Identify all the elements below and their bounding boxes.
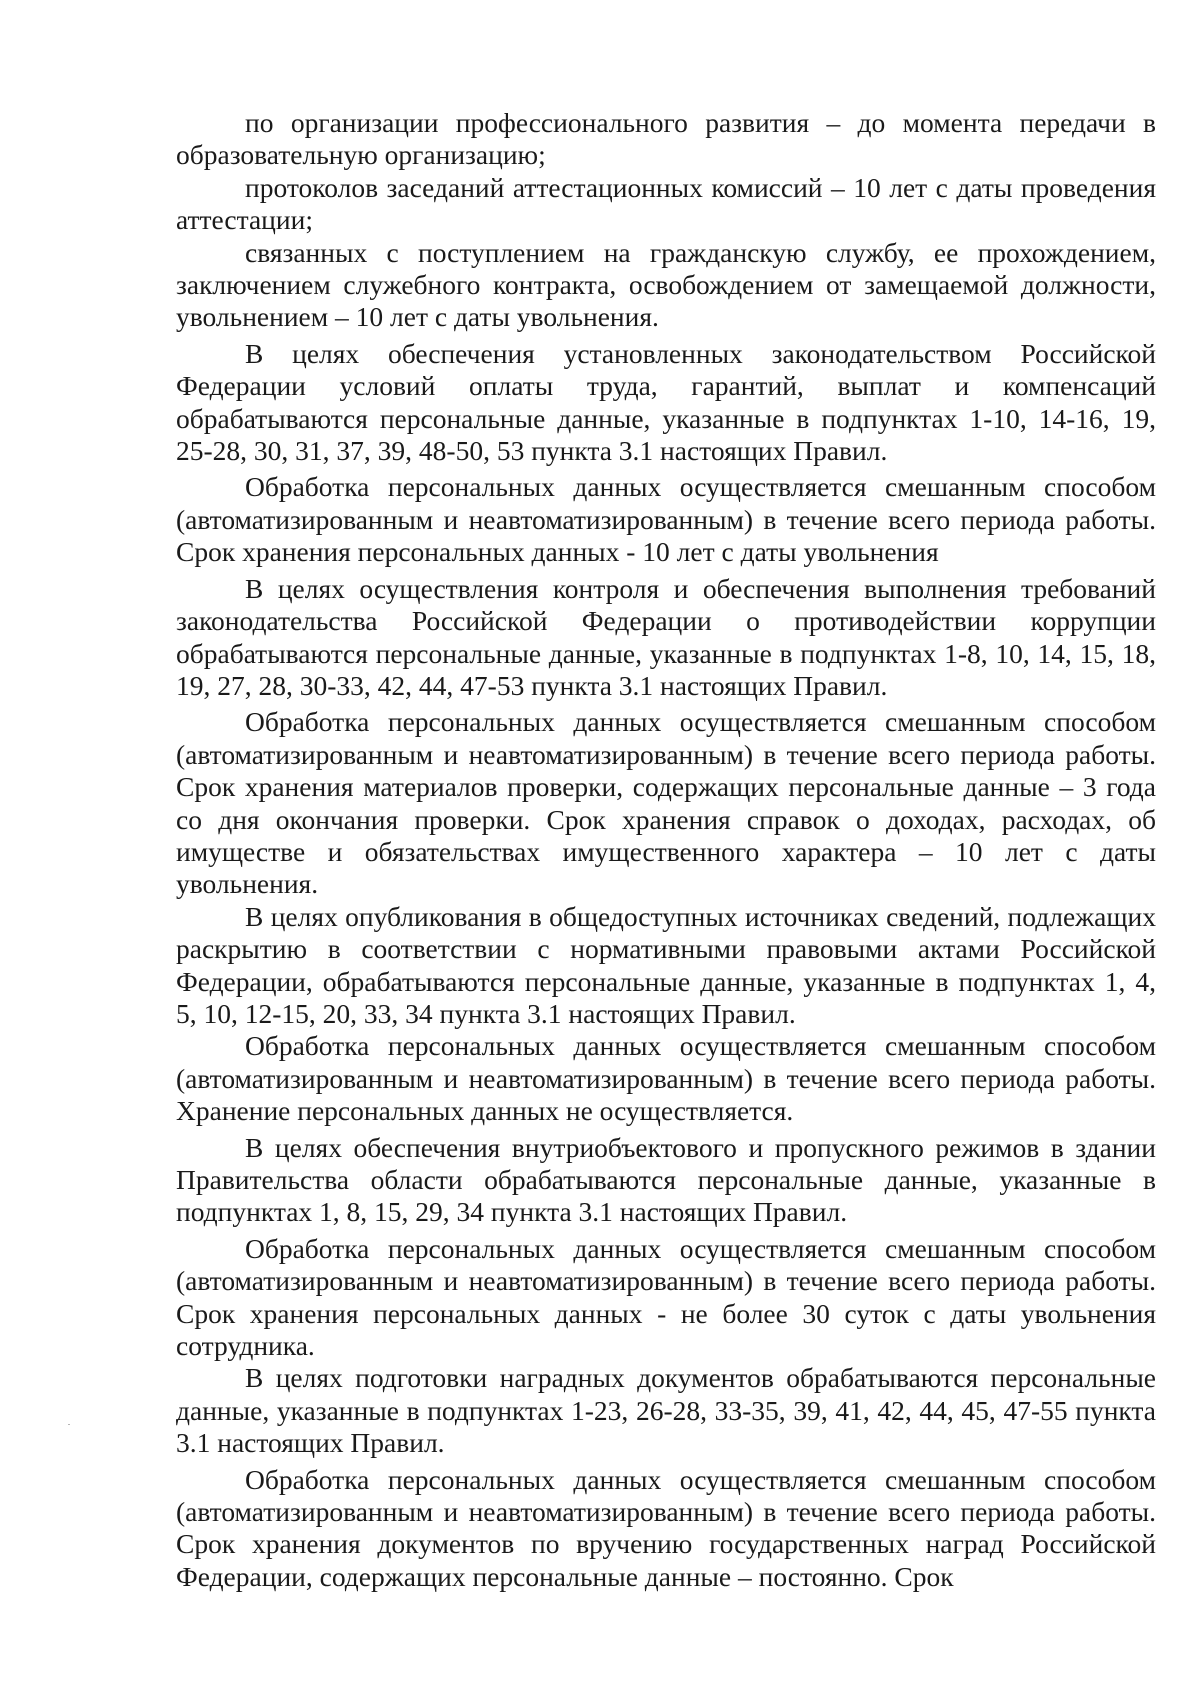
paragraph-processing-remuneration: Обработка персональных данных осуществляется смешанным способом (автоматизированным и неавтоматизированным) в течение всего периода работы. Срок хранения персональных данных - 10 лет с даты увольнения	[176, 471, 1156, 568]
paragraph-processing-awards: Обработка персональных данных осуществляется смешанным способом (автоматизированным и неавтоматизированным) в течение всего периода работы. Срок хранения документов по вручению государственных наград Российской Федерации, содержащих персональные данные – постоянно. Срок	[176, 1463, 1156, 1592]
paragraph-processing-access-control: Обработка персональных данных осуществляется смешанным способом (автоматизированным и неавтоматизированным) в течение всего периода работы. Срок хранения персональных данных - не более 30 суток с даты увольнения сотрудника.	[176, 1232, 1156, 1362]
paragraph-civil-service: связанных с поступлением на гражданскую службу, ее прохождением, заключением служебного контракта, освобождением от замещаемой должности, увольнением – 10 лет с даты увольнения.	[176, 236, 1156, 333]
scan-artifact	[68, 1424, 70, 1425]
paragraph-access-control: В целях обеспечения внутриобъектового и пропускного режимов в здании Правительства области обрабатываются персональные данные, указанные в подпунктах 1, 8, 15, 29, 34 пункта 3.1 настоящих Правил.	[176, 1131, 1156, 1228]
paragraph-attestation-protocols: протоколов заседаний аттестационных комиссий – 10 лет с даты проведения аттестации;	[176, 171, 1156, 236]
paragraph-anti-corruption: В целях осуществления контроля и обеспечения выполнения требований законодательства Российской Федерации о противодействии коррупции обрабатываются персональные данные, указанные в подпунктах 1-8, 10, 14, 15, 18, 19, 27, 28, 30-33, 42, 44, 47-53 пункта 3.1 настоящих Правил.	[176, 572, 1156, 701]
paragraph-award-documents: В целях подготовки наградных документов обрабатываются персональные данные, указанные в подпунктах 1-23, 26-28, 33-35, 39, 41, 42, 44, 45, 47-55 пункта 3.1 настоящих Правил.	[176, 1362, 1156, 1459]
paragraph-processing-publication: Обработка персональных данных осуществляется смешанным способом (автоматизированным и неавтоматизированным) в течение всего периода работы. Хранение персональных данных не осуществляется.	[176, 1030, 1156, 1127]
document-body	[176, 107, 1156, 1593]
paragraph-publication: В целях опубликования в общедоступных источниках сведений, подлежащих раскрытию в соответствии с нормативными правовыми актами Российской Федерации, обрабатываются персональные данные, указанные в подпунктах 1, 4, 5, 10, 12-15, 20, 33, 34 пункта 3.1 настоящих Правил.	[176, 900, 1156, 1029]
paragraph-labor-remuneration: В целях обеспечения установленных законодательством Российской Федерации условий оплаты труда, гарантий, выплат и компенсаций обрабатываются персональные данные, указанные в подпунктах 1-10, 14-16, 19, 25-28, 30, 31, 37, 39, 48-50, 53 пункта 3.1 настоящих Правил.	[176, 337, 1156, 467]
paragraph-processing-anti-corruption: Обработка персональных данных осуществляется смешанным способом (автоматизированным и неавтоматизированным) в течение всего периода работы. Срок хранения материалов проверки, содержащих персональные данные – 3 года со дня окончания проверки. Срок хранения справок о доходах, расходах, об имуществе и обязательствах имущественного характера – 10 лет с даты увольнения.	[176, 706, 1156, 900]
paragraph-professional-development: по организации профессионального развития – до момента передачи в образовательную организацию;	[176, 107, 1156, 171]
